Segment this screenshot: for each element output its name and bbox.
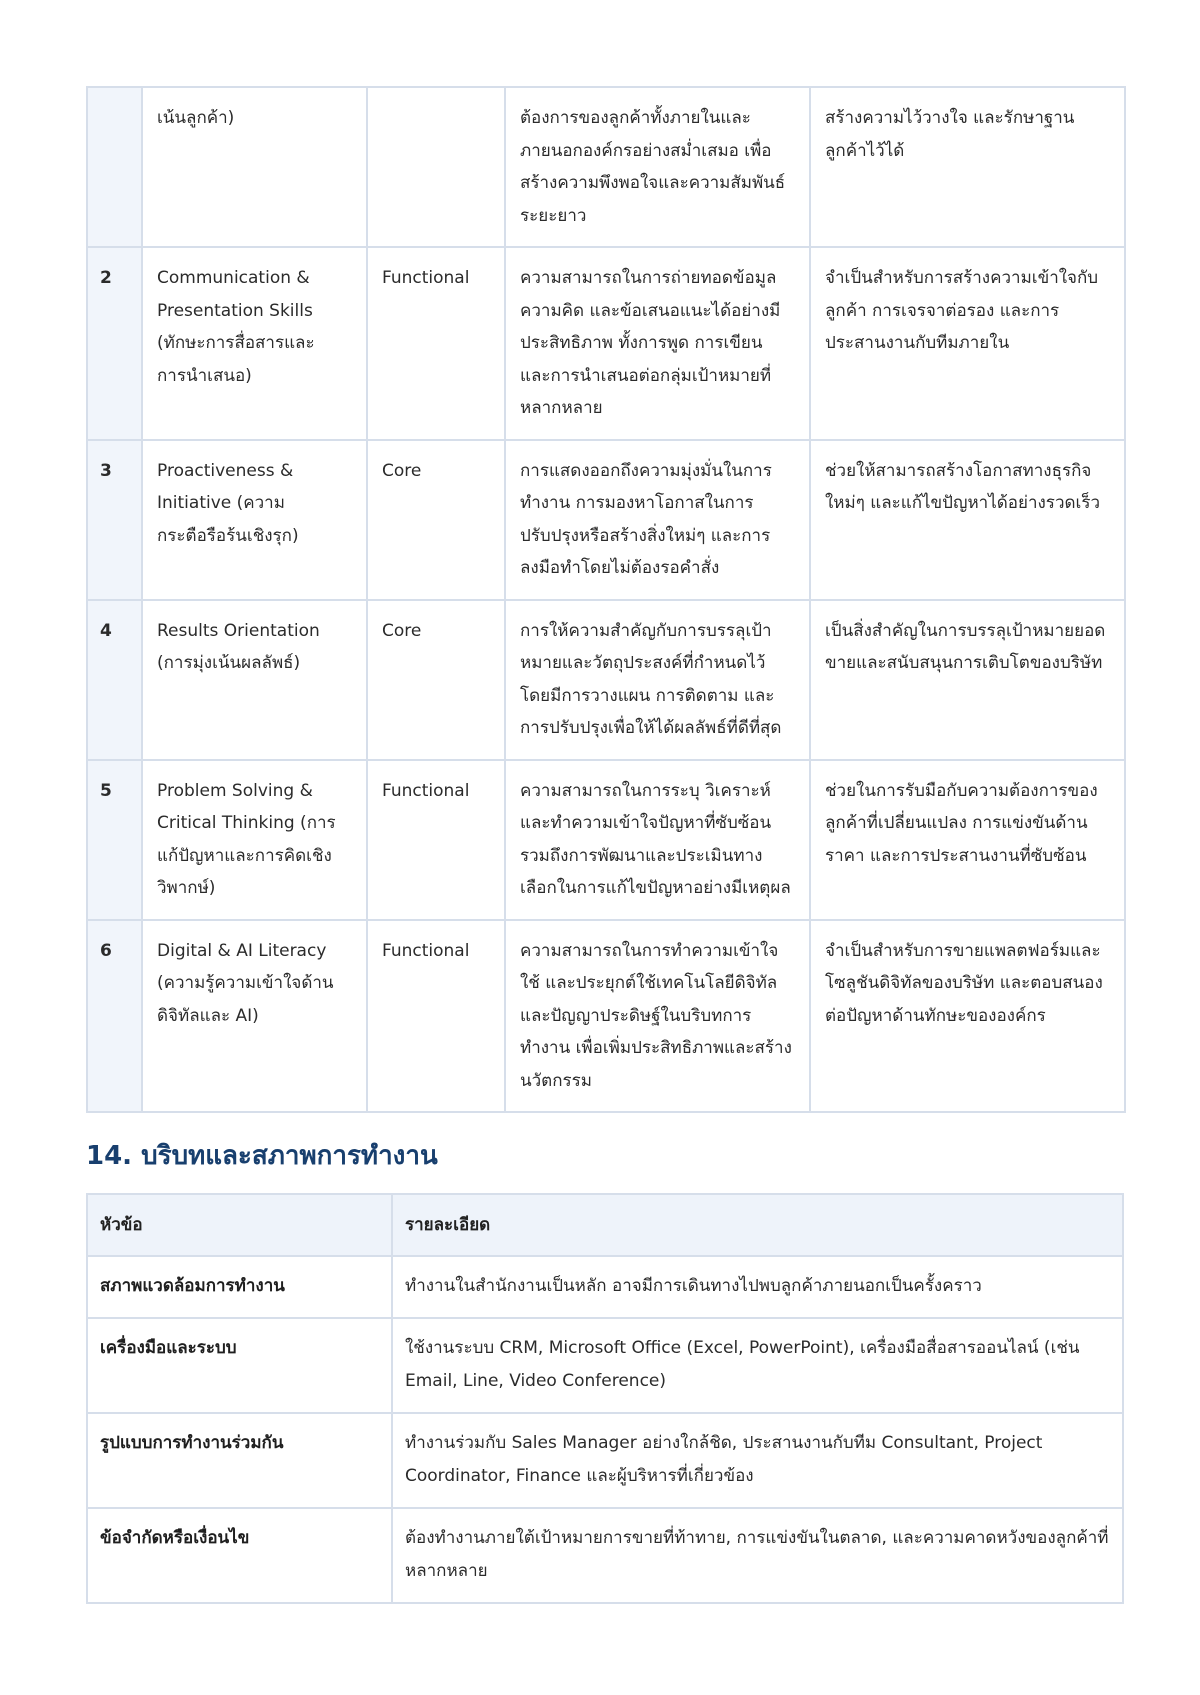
section-title: 14. บริบทและสภาพการทำงาน	[86, 1141, 438, 1171]
table-header-row	[87, 1194, 1123, 1256]
context-detail: ใช้งานระบบ CRM, Microsoft Office (Excel, PowerPoint), เครื่องมือสื่อสารออนไลน์ (เช่น Email, Line, Video Conference)	[392, 1318, 1123, 1413]
table-row	[87, 600, 1125, 760]
competency-description: การให้ความสำคัญกับการบรรลุเป้าหมายและวัตถุประสงค์ที่กำหนดไว้ โดยมีการวางแผน การติดตาม และการปรับปรุงเพื่อให้ได้ผลลัพธ์ที่ดีที่สุด	[505, 600, 810, 760]
competency-type: Functional	[367, 920, 505, 1113]
table-row	[87, 1508, 1123, 1603]
competency-number	[87, 87, 142, 247]
competency-type: Functional	[367, 760, 505, 920]
competency-reason: สร้างความไว้วางใจ และรักษาฐานลูกค้าไว้ได้	[810, 87, 1125, 247]
work-context-table	[86, 1193, 1124, 1604]
competency-reason: จำเป็นสำหรับการขายแพลตฟอร์มและโซลูชันดิจิทัลของบริษัท และตอบสนองต่อปัญหาด้านทักษะขององค์กร	[810, 920, 1125, 1113]
table-row	[87, 1318, 1123, 1413]
competency-type	[367, 87, 505, 247]
competency-table	[86, 86, 1126, 1113]
competency-description: ต้องการของลูกค้าทั้งภายในและภายนอกองค์กรอย่างสม่ำเสมอ เพื่อสร้างความพึงพอใจและความสัมพันธ์ระยะยาว	[505, 87, 810, 247]
competency-reason: ช่วยในการรับมือกับความต้องการของลูกค้าที่เปลี่ยนแปลง การแข่งขันด้านราคา และการประสานงานที่ซับซ้อน	[810, 760, 1125, 920]
competency-type: Core	[367, 600, 505, 760]
context-detail: ทำงานร่วมกับ Sales Manager อย่างใกล้ชิด, ประสานงานกับทีม Consultant, Project Coordinator, Finance และผู้บริหารที่เกี่ยวข้อง	[392, 1413, 1123, 1508]
table-row	[87, 1256, 1123, 1318]
competency-number: 3	[87, 440, 142, 600]
competency-description: ความสามารถในการถ่ายทอดข้อมูล ความคิด และข้อเสนอแนะได้อย่างมีประสิทธิภาพ ทั้งการพูด การเขียน และการนำเสนอต่อกลุ่มเป้าหมายที่หลากหลาย	[505, 247, 810, 440]
competency-reason: เป็นสิ่งสำคัญในการบรรลุเป้าหมายยอดขายและสนับสนุนการเติบโตของบริษัท	[810, 600, 1125, 760]
competency-name: Digital & AI Literacy (ความรู้ความเข้าใจด้านดิจิทัลและ AI)	[142, 920, 367, 1113]
competency-number: 4	[87, 600, 142, 760]
context-detail: ทำงานในสำนักงานเป็นหลัก อาจมีการเดินทางไปพบลูกค้าภายนอกเป็นครั้งคราว	[392, 1256, 1123, 1318]
table-row	[87, 440, 1125, 600]
competency-description: การแสดงออกถึงความมุ่งมั่นในการทำงาน การมองหาโอกาสในการปรับปรุงหรือสร้างสิ่งใหม่ๆ และการลงมือทำโดยไม่ต้องรอคำสั่ง	[505, 440, 810, 600]
table-row	[87, 920, 1125, 1113]
context-topic: เครื่องมือและระบบ	[87, 1318, 392, 1413]
context-topic: สภาพแวดล้อมการทำงาน	[87, 1256, 392, 1318]
competency-number: 6	[87, 920, 142, 1113]
table-row	[87, 87, 1125, 247]
competency-name: Problem Solving & Critical Thinking (การแก้ปัญหาและการคิดเชิงวิพากษ์)	[142, 760, 367, 920]
context-detail: ต้องทำงานภายใต้เป้าหมายการขายที่ท้าทาย, การแข่งขันในตลาด, และความคาดหวังของลูกค้าที่หลากหลาย	[392, 1508, 1123, 1603]
competency-type: Core	[367, 440, 505, 600]
competency-description: ความสามารถในการทำความเข้าใจ ใช้ และประยุกต์ใช้เทคโนโลยีดิจิทัลและปัญญาประดิษฐ์ในบริบทการทำงาน เพื่อเพิ่มประสิทธิภาพและสร้างนวัตกรรม	[505, 920, 810, 1113]
competency-name: เน้นลูกค้า)	[142, 87, 367, 247]
competency-name: Proactiveness & Initiative (ความกระตือรือร้นเชิงรุก)	[142, 440, 367, 600]
table-row	[87, 247, 1125, 440]
competency-name: Communication & Presentation Skills (ทักษะการสื่อสารและการนำเสนอ)	[142, 247, 367, 440]
competency-number: 5	[87, 760, 142, 920]
table-row	[87, 1413, 1123, 1508]
context-topic: ข้อจำกัดหรือเงื่อนไข	[87, 1508, 392, 1603]
column-header-detail: รายละเอียด	[392, 1194, 1123, 1256]
competency-name: Results Orientation (การมุ่งเน้นผลลัพธ์)	[142, 600, 367, 760]
column-header-topic: หัวข้อ	[87, 1194, 392, 1256]
competency-number: 2	[87, 247, 142, 440]
table-row	[87, 760, 1125, 920]
competency-reason: ช่วยให้สามารถสร้างโอกาสทางธุรกิจใหม่ๆ และแก้ไขปัญหาได้อย่างรวดเร็ว	[810, 440, 1125, 600]
competency-reason: จำเป็นสำหรับการสร้างความเข้าใจกับลูกค้า การเจรจาต่อรอง และการประสานงานกับทีมภายใน	[810, 247, 1125, 440]
context-topic: รูปแบบการทำงานร่วมกัน	[87, 1413, 392, 1508]
competency-description: ความสามารถในการระบุ วิเคราะห์ และทำความเข้าใจปัญหาที่ซับซ้อน รวมถึงการพัฒนาและประเมินทางเลือกในการแก้ไขปัญหาอย่างมีเหตุผล	[505, 760, 810, 920]
competency-type: Functional	[367, 247, 505, 440]
